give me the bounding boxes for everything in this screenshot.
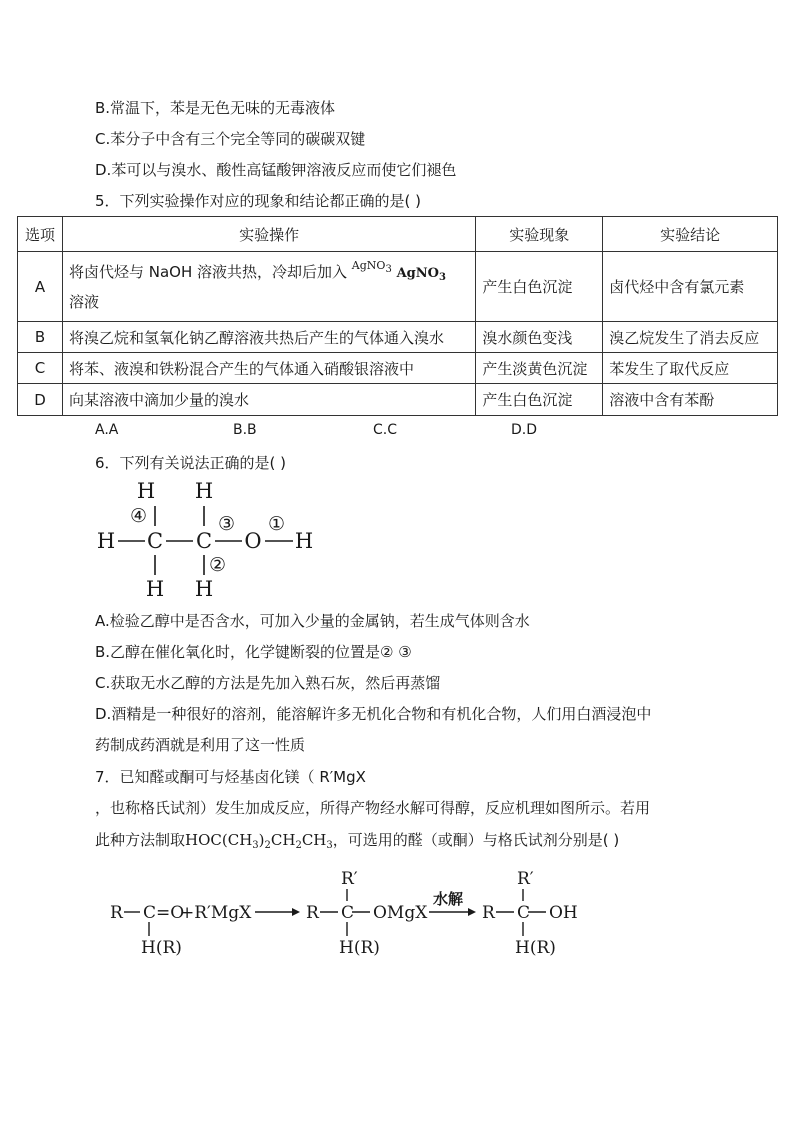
row-operation: 将苯、液溴和铁粉混合产生的气体通入硝酸银溶液中 [62,353,475,384]
plus-grignard: +R′MgX [180,903,252,923]
row-operation: 向某溶液中滴加少量的溴水 [62,384,475,416]
q5-answer-b: B.B [233,422,257,438]
q7-line-3: 此种方法制取$HOC(CH_3)_2CH_2CH_3$，可选用的醛（或酮）与格氏试剂分别是( ) [95,831,620,851]
row-option: A [18,252,63,322]
header-phenomenon: 实验现象 [476,217,603,252]
q5-answer-d: D.D [511,422,538,438]
q7-line-1: 7．已知醛或酮可与烃基卤化镁（ R′MgX [95,768,366,786]
h-top-right: H [194,479,214,503]
row-operation: 将溴乙烷和氢氧化钠乙醇溶液共热后产生的气体通入溴水 [62,322,475,353]
q4-option-b: B.常温下，苯是无色无味的无毒液体 [95,99,336,117]
q5-answer-a: A.A [95,422,119,438]
row-phenomenon: 产生白色沉淀 [476,252,603,322]
ethanol-structure [90,478,330,603]
q4-option-d: D.苯可以与溴水、酸性高锰酸钾溶液反应而使它们褪色 [95,161,457,179]
product-oh: OH [549,903,578,923]
row-option: C [18,353,63,384]
q7-line-2: ，也称格氏试剂）发生加成反应，所得产物经水解可得醇，反应机理如图所示。若用 [95,799,651,817]
reactant-r: R [110,903,123,923]
product-h-r: H(R) [515,938,556,958]
q6-option-d: D.酒精是一种很好的溶剂，能溶解许多无机化合物和有机化合物，人们用白酒浸泡中 [95,705,652,723]
bond-1-label: ① [268,513,286,535]
row-phenomenon: 产生淡黄色沉淀 [476,353,603,384]
row-conclusion: 苯发生了取代反应 [603,353,778,384]
table-row [18,384,778,416]
bond-2-label: ② [209,554,227,576]
chem-formula-bold: AgNO$_3$ [396,265,446,283]
bond-3-label: ③ [218,513,236,535]
intermediate-r: R [306,903,319,923]
header-conclusion: 实验结论 [603,217,778,252]
grignard-reaction-scheme [105,866,605,961]
product-r: R [482,903,495,923]
q4-option-c: C.苯分子中含有三个完全等同的碳碳双键 [95,130,366,148]
target-formula: $HOC(CH_3)_2CH_2CH_3$ [185,831,333,851]
intermediate-r-prime: R′ [341,869,358,889]
row-operation [62,252,475,322]
row-conclusion: 溴乙烷发生了消去反应 [603,322,778,353]
reactant-o: =O [156,903,185,923]
table-row [18,353,778,384]
q6-option-d-cont: 药制成药酒就是利用了这一性质 [95,736,306,754]
q5-table [17,216,778,416]
product-r-prime: R′ [517,869,534,889]
operation-text: 将卤代烃与 NaOH 溶液共热，冷却后加入 [68,262,348,281]
o-atom: O [244,529,262,553]
intermediate-h-r: H(R) [339,938,380,958]
c-second: C [195,529,213,553]
h-bottom-left: H [145,577,165,601]
q6-option-a: A.检验乙醇中是否含水，可加入少量的金属钠，若生成气体则含水 [95,612,530,630]
header-option: 选项 [18,217,63,252]
row-phenomenon: 产生白色沉淀 [476,384,603,416]
q6-option-c: C.获取无水乙醇的方法是先加入熟石灰，然后再蒸馏 [95,674,441,692]
row-option: B [18,322,63,353]
row-conclusion: 卤代烃中含有氯元素 [603,252,778,322]
chem-formula: AgNO3 [351,258,392,275]
h-bottom-right: H [194,577,214,601]
row-option: D [18,384,63,416]
bond-4-label: ④ [130,505,148,527]
header-operation: 实验操作 [62,217,475,252]
product-c: C [517,903,531,923]
h-right: H [294,529,314,553]
q6-option-b: B.乙醇在催化氧化时，化学键断裂的位置是② ③ [95,643,412,661]
arrow-2-head [468,908,476,916]
hydrolysis-label: 水解 [433,890,464,908]
table-row [18,322,778,353]
intermediate-omgx: OMgX [373,903,428,923]
c-first: C [146,529,164,553]
table-header-row [18,217,778,252]
reactant-h-r: H(R) [141,938,182,958]
q6-stem: 6．下列有关说法正确的是( ) [95,454,287,472]
row-conclusion: 溶液中含有苯酚 [603,384,778,416]
row-phenomenon: 溴水颜色变浅 [476,322,603,353]
h-left: H [96,529,116,553]
q5-stem: 5．下列实验操作对应的现象和结论都正确的是( ) [95,192,422,210]
arrow-1-head [292,908,300,916]
h-top-left: H [136,479,156,503]
table-row [18,252,778,322]
operation-text-cont: 溶液 [68,292,99,311]
q5-answer-c: C.C [373,422,398,438]
intermediate-c: C [341,903,355,923]
reactant-c: C [143,903,157,923]
